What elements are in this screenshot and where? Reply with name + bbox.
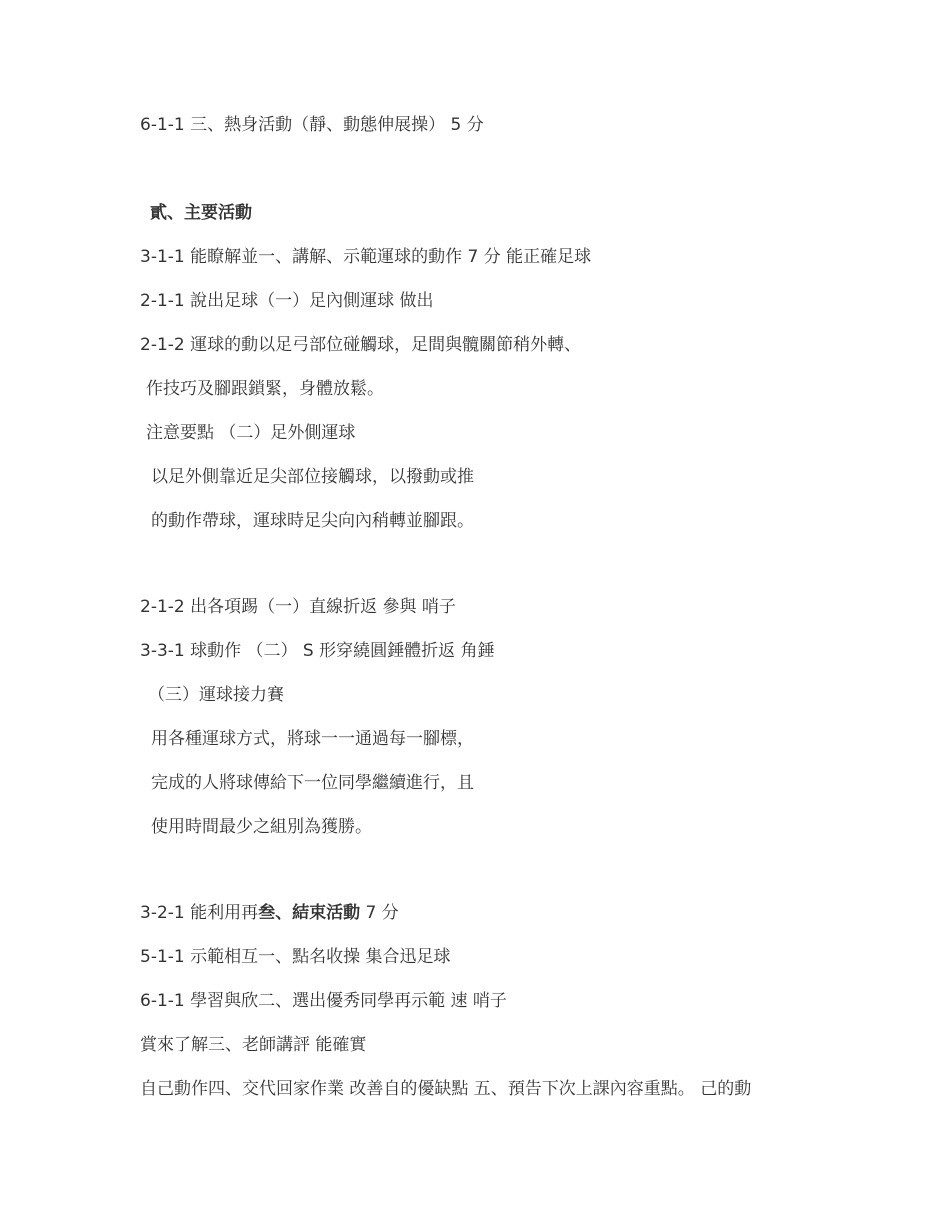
text-line: 3-1-1 能瞭解並一、講解、示範運球的動作 7 分 能正確足球 bbox=[140, 247, 592, 267]
section-heading-main-activity: 貳、主要活動 bbox=[150, 203, 252, 223]
text-line: 自己動作四、交代回家作業 改善自的優缺點 五、預告下次上課內容重點。 己的動 bbox=[140, 1079, 752, 1099]
text-line: 的動作帶球，運球時足尖向內稍轉並腳跟。 bbox=[151, 511, 474, 531]
text-line: 2-1-2 運球的動以足弓部位碰觸球，足間與髖關節稍外轉、 bbox=[140, 335, 582, 355]
text-line: （三）運球接力賽 bbox=[148, 685, 284, 705]
text-line: 作技巧及腳跟鎖緊，身體放鬆。 bbox=[146, 379, 384, 399]
text-line: 注意要點 （二）足外側運球 bbox=[146, 423, 356, 443]
text-line: 2-1-2 出各項踢（一）直線折返 參與 哨子 bbox=[140, 597, 456, 617]
text-line: 賞來了解三、老師講評 能確實 bbox=[140, 1035, 367, 1055]
warmup-line: 6-1-1 三、熱身活動（靜、動態伸展操） 5 分 bbox=[140, 115, 484, 135]
text-line: 用各種運球方式，將球一一通過每一腳標， bbox=[151, 729, 474, 749]
text-line: 6-1-1 學習與欣二、選出優秀同學再示範 速 哨子 bbox=[140, 991, 507, 1011]
closing-activity-line bbox=[140, 902, 399, 924]
text-line: 完成的人將球傳給下一位同學繼續進行，且 bbox=[151, 773, 474, 793]
section-heading-closing-activity: 叁、結束活動 bbox=[258, 903, 361, 923]
text-line: 使用時間最少之組別為獲勝。 bbox=[151, 817, 372, 837]
text-line: 2-1-1 說出足球（一）足內側運球 做出 bbox=[140, 291, 434, 311]
closing-line-prefix: 3-2-1 能利用再 bbox=[140, 903, 259, 923]
closing-line-suffix: 7 分 bbox=[360, 903, 399, 923]
text-line: 以足外側靠近足尖部位接觸球，以撥動或推 bbox=[151, 467, 474, 487]
text-line: 3-3-1 球動作 （二） S 形穿繞圓錘體折返 角錘 bbox=[140, 641, 495, 661]
text-line: 5-1-1 示範相互一、點名收操 集合迅足球 bbox=[140, 947, 451, 967]
